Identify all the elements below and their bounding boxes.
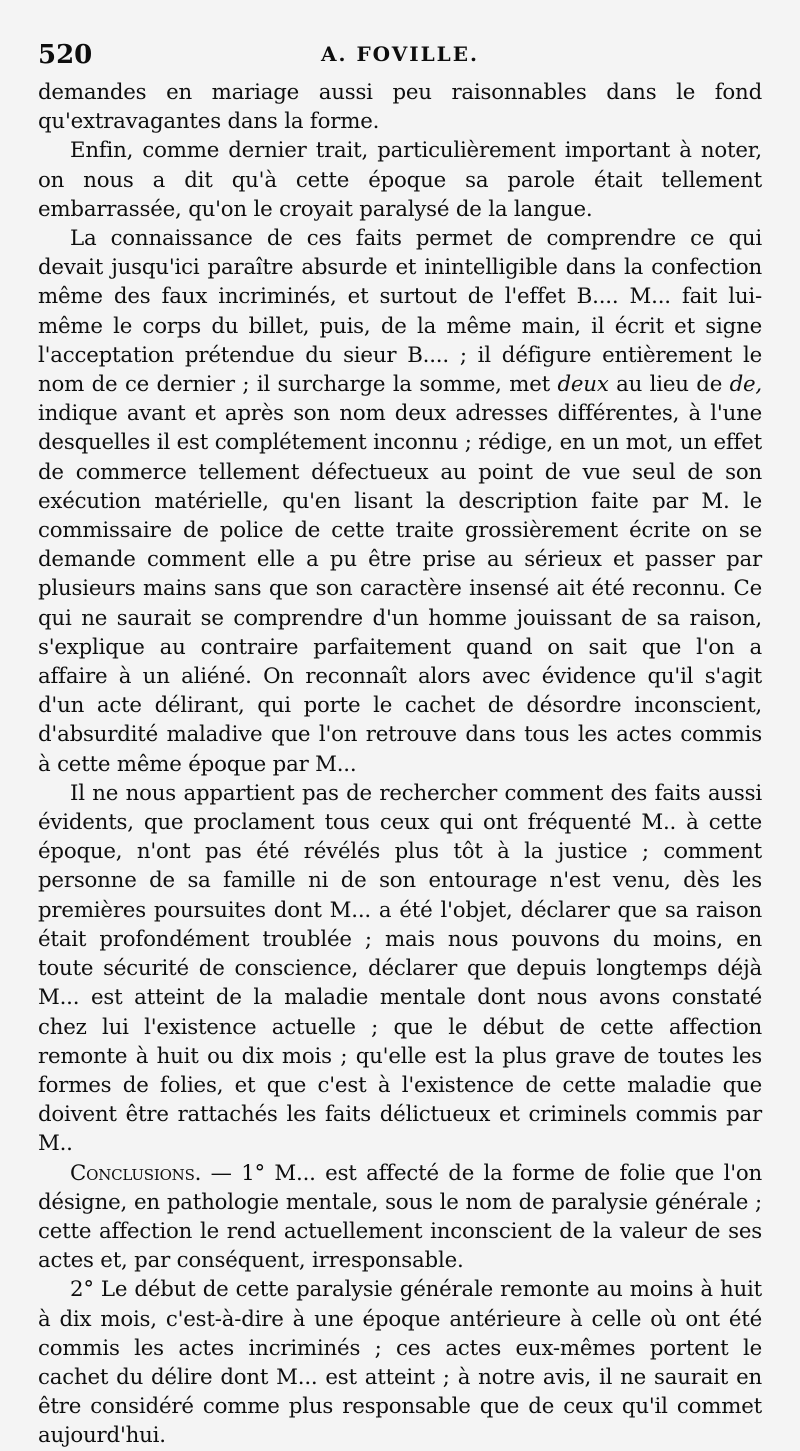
paragraph [38,1159,762,1276]
conclusions-label: Conclusions. [70,1160,202,1186]
body-text [38,78,762,1451]
running-head: A. FOVILLE. [321,42,479,66]
paragraph: Il ne nous appartient pas de rechercher comment des faits aussi évidents, que proclament tous ceux qui ont fréquenté M.. à cette époque, n'ont pas été révélés plus tôt à la justice ; comment personne de sa famille ni de son entourage n'est venu, dès les premières poursuites dont M... a été l'objet, déclarer que sa raison était profondément troublée ; mais nous pouvons du moins, en toute sécurité de conscience, déclarer que depuis longtemps déjà M... est atteint de la maladie mentale dont nous avons constaté chez lui l'existence actuelle ; que le début de cette affection remonte à huit ou dix mois ; qu'elle est la plus grave de toutes les formes de folies, et que c'est à l'existence de cette maladie que doivent être rattachés les faits délictueux et criminels commis par M.. [38,780,762,1157]
paragraph: demandes en mariage aussi peu raisonnables dans le fond qu'extravagantes dans la forme. [38,80,762,135]
paragraph: Enfin, comme dernier trait, particulièrement important à noter, on nous a dit qu'à cette époque sa parole était tellement embarrassée, qu'on le croyait paralysé de la langue. [38,138,762,222]
page-header [38,36,762,76]
paragraph-text: La connaissance de ces faits permet de comprendre ce qui devait jusqu'ici paraître absurde et inintelligible dans la confection même des faux incriminés, et surtout de l'effet B.... M... fait lui-même le corps du billet, puis, de la même main, il écrit et signe l'acceptation prétendue du sieur B.... ; il défigure entièrement le nom de ce dernier ; il surcharge la somme, met [38,226,762,398]
paragraph-text: indique avant et après son nom deux adresses différentes, à l'une desquelles il est complétement inconnu ; rédige, en un mot, un effet de commerce tellement défectueux au point de vue seul de son exécution matérielle, qu'en lisant la description faite par M. le commissaire de police de cette traite grossièrement écrite on se demande comment elle a pu être prise au sérieux et passer par plusieurs mains sans que son caractère insensé ait été reconnu. Ce qui ne saurait se comprendre d'un homme jouissant de sa raison, s'explique au contraire parfaitement quand on sait que l'on a affaire à un aliéné. On reconnaît alors avec évidence qu'il s'agit d'un acte délirant, qui porte le cachet de désordre inconscient, d'absurdité maladive que l'on retrouve dans tous les actes commis à cette même époque par M... [38,401,762,777]
italic-word: de, [729,372,762,398]
paragraph-text: au lieu de [608,372,730,398]
page-number: 520 [38,40,93,70]
paragraph [38,224,762,779]
paragraph: 2° Le début de cette paralysie générale remonte au moins à huit à dix mois, c'est-à-dire à une époque antérieure à celle où ont été commis les actes incriminés ; ces actes eux-mêmes portent le cachet du délire dont M... est atteint ; à notre avis, il ne saurait en être considéré comme plus responsable que de ceux qu'il commet aujourd'hui. [38,1277,762,1449]
italic-word: deux [557,372,609,398]
paragraph-text: — 1° M... est affecté de la forme de folie que l'on désigne, en pathologie mentale, sous le nom de paralysie générale ; cette affection le rend actuellement inconscient de la valeur de ses actes et, par conséquent, irresponsable. [38,1160,762,1274]
